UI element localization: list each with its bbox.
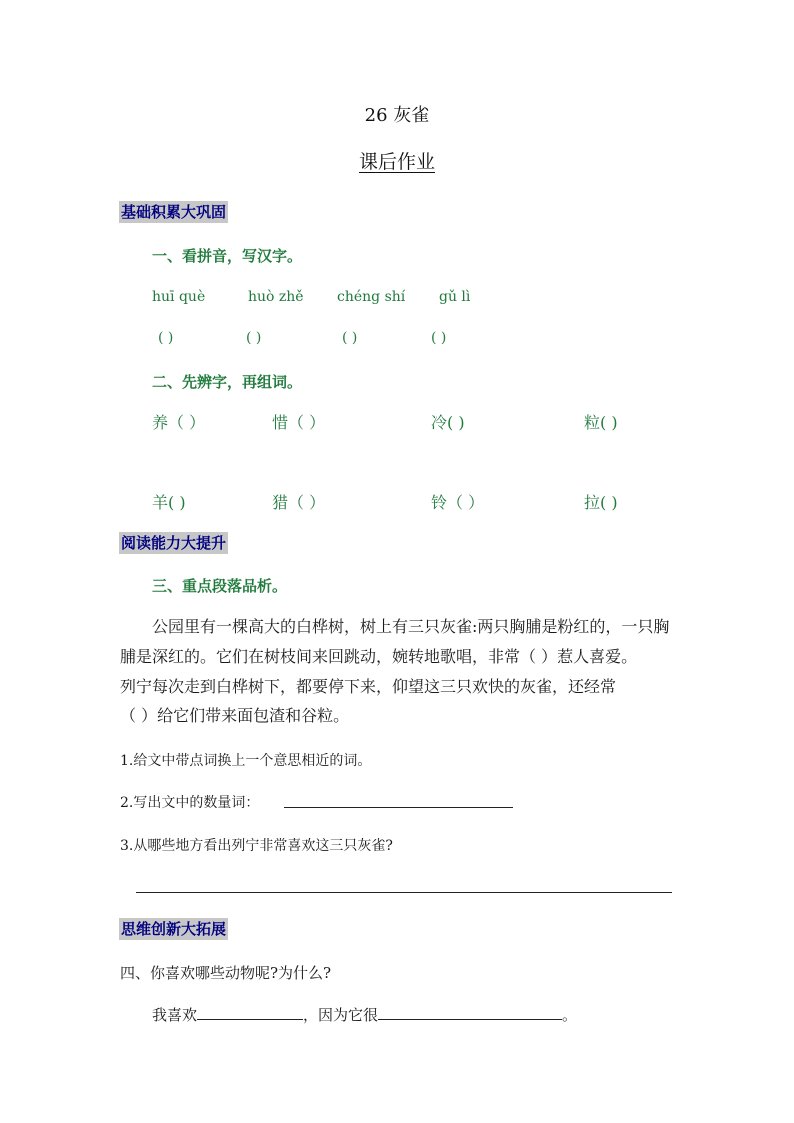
answer-line-quantity[interactable] — [284, 807, 513, 808]
pinyin-3: chéng shí — [337, 289, 406, 305]
passage-line-1: 公园里有一棵高大的白桦树，树上有三只灰雀:两只胸脯是粉红的，一只胸 — [152, 617, 670, 636]
answer-blank-1[interactable]: ( ) — [158, 330, 174, 346]
char-group-8[interactable]: 拉( ) — [584, 493, 618, 512]
question-3-heading: 三、重点段落品析。 — [152, 577, 288, 595]
passage-line-2: 脯是深红的。它们在树枝间来回跳动，婉转地歌唱，非常（ ）惹人喜爱。 — [120, 647, 638, 666]
sub-question-1: 1.给文中带点词换上一个意思相近的词。 — [120, 753, 372, 769]
char-group-1[interactable]: 养（ ） — [152, 413, 206, 432]
char-group-6[interactable]: 猎（ ） — [272, 493, 326, 512]
page-subtitle — [0, 147, 794, 174]
sub-question-3: 3.从哪些地方看出列宁非常喜欢这三只灰雀? — [120, 838, 393, 854]
question-2-heading: 二、先辨字，再组词。 — [152, 373, 303, 391]
answer-text-b: ，因为它很 — [303, 1006, 379, 1024]
section-tag-creative: 思维创新大拓展 — [121, 920, 227, 938]
section-tag-reading: 阅读能力大提升 — [121, 534, 227, 552]
passage-line-4: （ ）给它们带来面包渣和谷粒。 — [120, 706, 350, 725]
answer-blank-2[interactable]: ( ) — [246, 330, 262, 346]
answer-blank-3[interactable]: ( ) — [342, 330, 358, 346]
answer-sentence — [152, 1004, 577, 1025]
answer-text-c: 。 — [562, 1006, 578, 1024]
pinyin-4: gǔ lì — [439, 289, 471, 305]
section-tag-basic: 基础积累大巩固 — [121, 203, 227, 221]
char-group-7[interactable]: 铃（ ） — [431, 493, 485, 512]
char-group-5[interactable]: 羊( ) — [152, 493, 186, 512]
pinyin-2: huò zhě — [248, 289, 304, 305]
answer-blank-why[interactable] — [378, 1005, 562, 1020]
char-group-3[interactable]: 冷( ) — [431, 413, 465, 432]
answer-blank-4[interactable]: ( ) — [431, 330, 447, 346]
question-4-heading: 四、你喜欢哪些动物呢?为什么? — [120, 964, 332, 982]
question-1-heading: 一、看拼音，写汉字。 — [152, 247, 303, 265]
page-title: 26 灰雀 — [364, 105, 430, 126]
subtitle-text: 课后作业 — [358, 151, 435, 173]
answer-blank-animal[interactable] — [197, 1005, 303, 1020]
char-group-4[interactable]: 粒( ) — [584, 413, 618, 432]
char-group-2[interactable]: 惜（ ） — [272, 413, 326, 432]
passage-line-3: 列宁每次走到白桦树下，都要停下来，仰望这三只欢快的灰雀，还经常 — [120, 677, 617, 696]
sub-question-2: 2.写出文中的数量词： — [120, 795, 260, 811]
answer-text-a: 我喜欢 — [152, 1006, 198, 1024]
pinyin-1: huī què — [152, 289, 206, 305]
answer-line-reason[interactable] — [136, 892, 672, 893]
